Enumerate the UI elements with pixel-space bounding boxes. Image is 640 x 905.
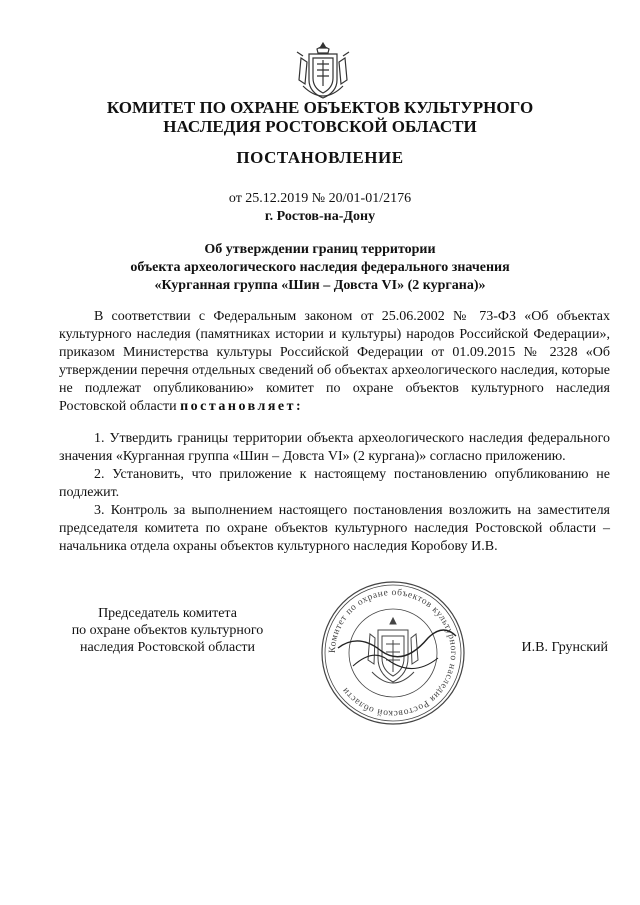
official-seal-icon <box>318 578 468 728</box>
subject-line-3: «Курганная группа «Шин – Довста VI» (2 кургана)» <box>154 278 486 293</box>
place: г. Ростов-на-Дону <box>264 209 376 224</box>
date-number: от 25.12.2019 № 20/01-01/2176 <box>228 191 412 206</box>
preamble-text: В соответствии с Федеральным законом от 25.06.2002 № 73-ФЗ «Об объектах культурного наследия (памятниках истории и культуры) народов Российской Федерации», приказом Министерства культуры Российской Федерации от 01.09.2015 № 2328 «Об утверждении перечня отдельных сведений об объектах археологического наследия, которые не подлежат опубликованию» комитет по охране объектов культурного наследия Ростовской области <box>59 309 610 414</box>
seal-text: Комитет по охране объектов культурного наследия Ростовской области <box>327 587 459 719</box>
org-line-2: НАСЛЕДИЯ РОСТОВСКОЙ ОБЛАСТИ <box>163 117 477 136</box>
date-block <box>60 190 580 226</box>
organization-name <box>60 98 580 136</box>
spacer <box>59 416 610 430</box>
preamble-paragraph <box>59 308 610 416</box>
org-line-1: КОМИТЕТ ПО ОХРАНЕ ОБЪЕКТОВ КУЛЬТУРНОГО <box>106 98 534 117</box>
document-body <box>59 308 610 556</box>
signatory-position <box>60 605 275 656</box>
document-type: ПОСТАНОВЛЕНИЕ <box>236 148 404 167</box>
item-3: 3. Контроль за выполнением настоящего постановления возложить на заместителя председателя комитета по охране объектов культурного наследия Ростовской области – начальника отдела охраны объектов культурного наследия Коробову И.В. <box>59 503 610 554</box>
document-subject <box>60 241 580 295</box>
item-1: 1. Утвердить границы территории объекта археологического наследия федерального значения «Курганная группа «Шин – Довста VI» (2 кургана)» согласно приложению. <box>59 431 610 464</box>
subject-line-2: объекта археологического наследия федерального значения <box>130 260 510 275</box>
position-line-2: по охране объектов культурного <box>71 623 264 638</box>
position-line-1: Председатель комитета <box>98 606 237 621</box>
subject-line-1: Об утверждении границ территории <box>204 242 436 257</box>
coat-of-arms-icon <box>293 40 353 104</box>
signatory-name: И.В. Грунский <box>521 640 608 655</box>
decree-word: постановляет: <box>180 399 304 414</box>
position-line-3: наследия Ростовской области <box>79 640 256 655</box>
item-2: 2. Установить, что приложение к настоящему постановлению опубликованию не подлежит. <box>59 467 610 500</box>
